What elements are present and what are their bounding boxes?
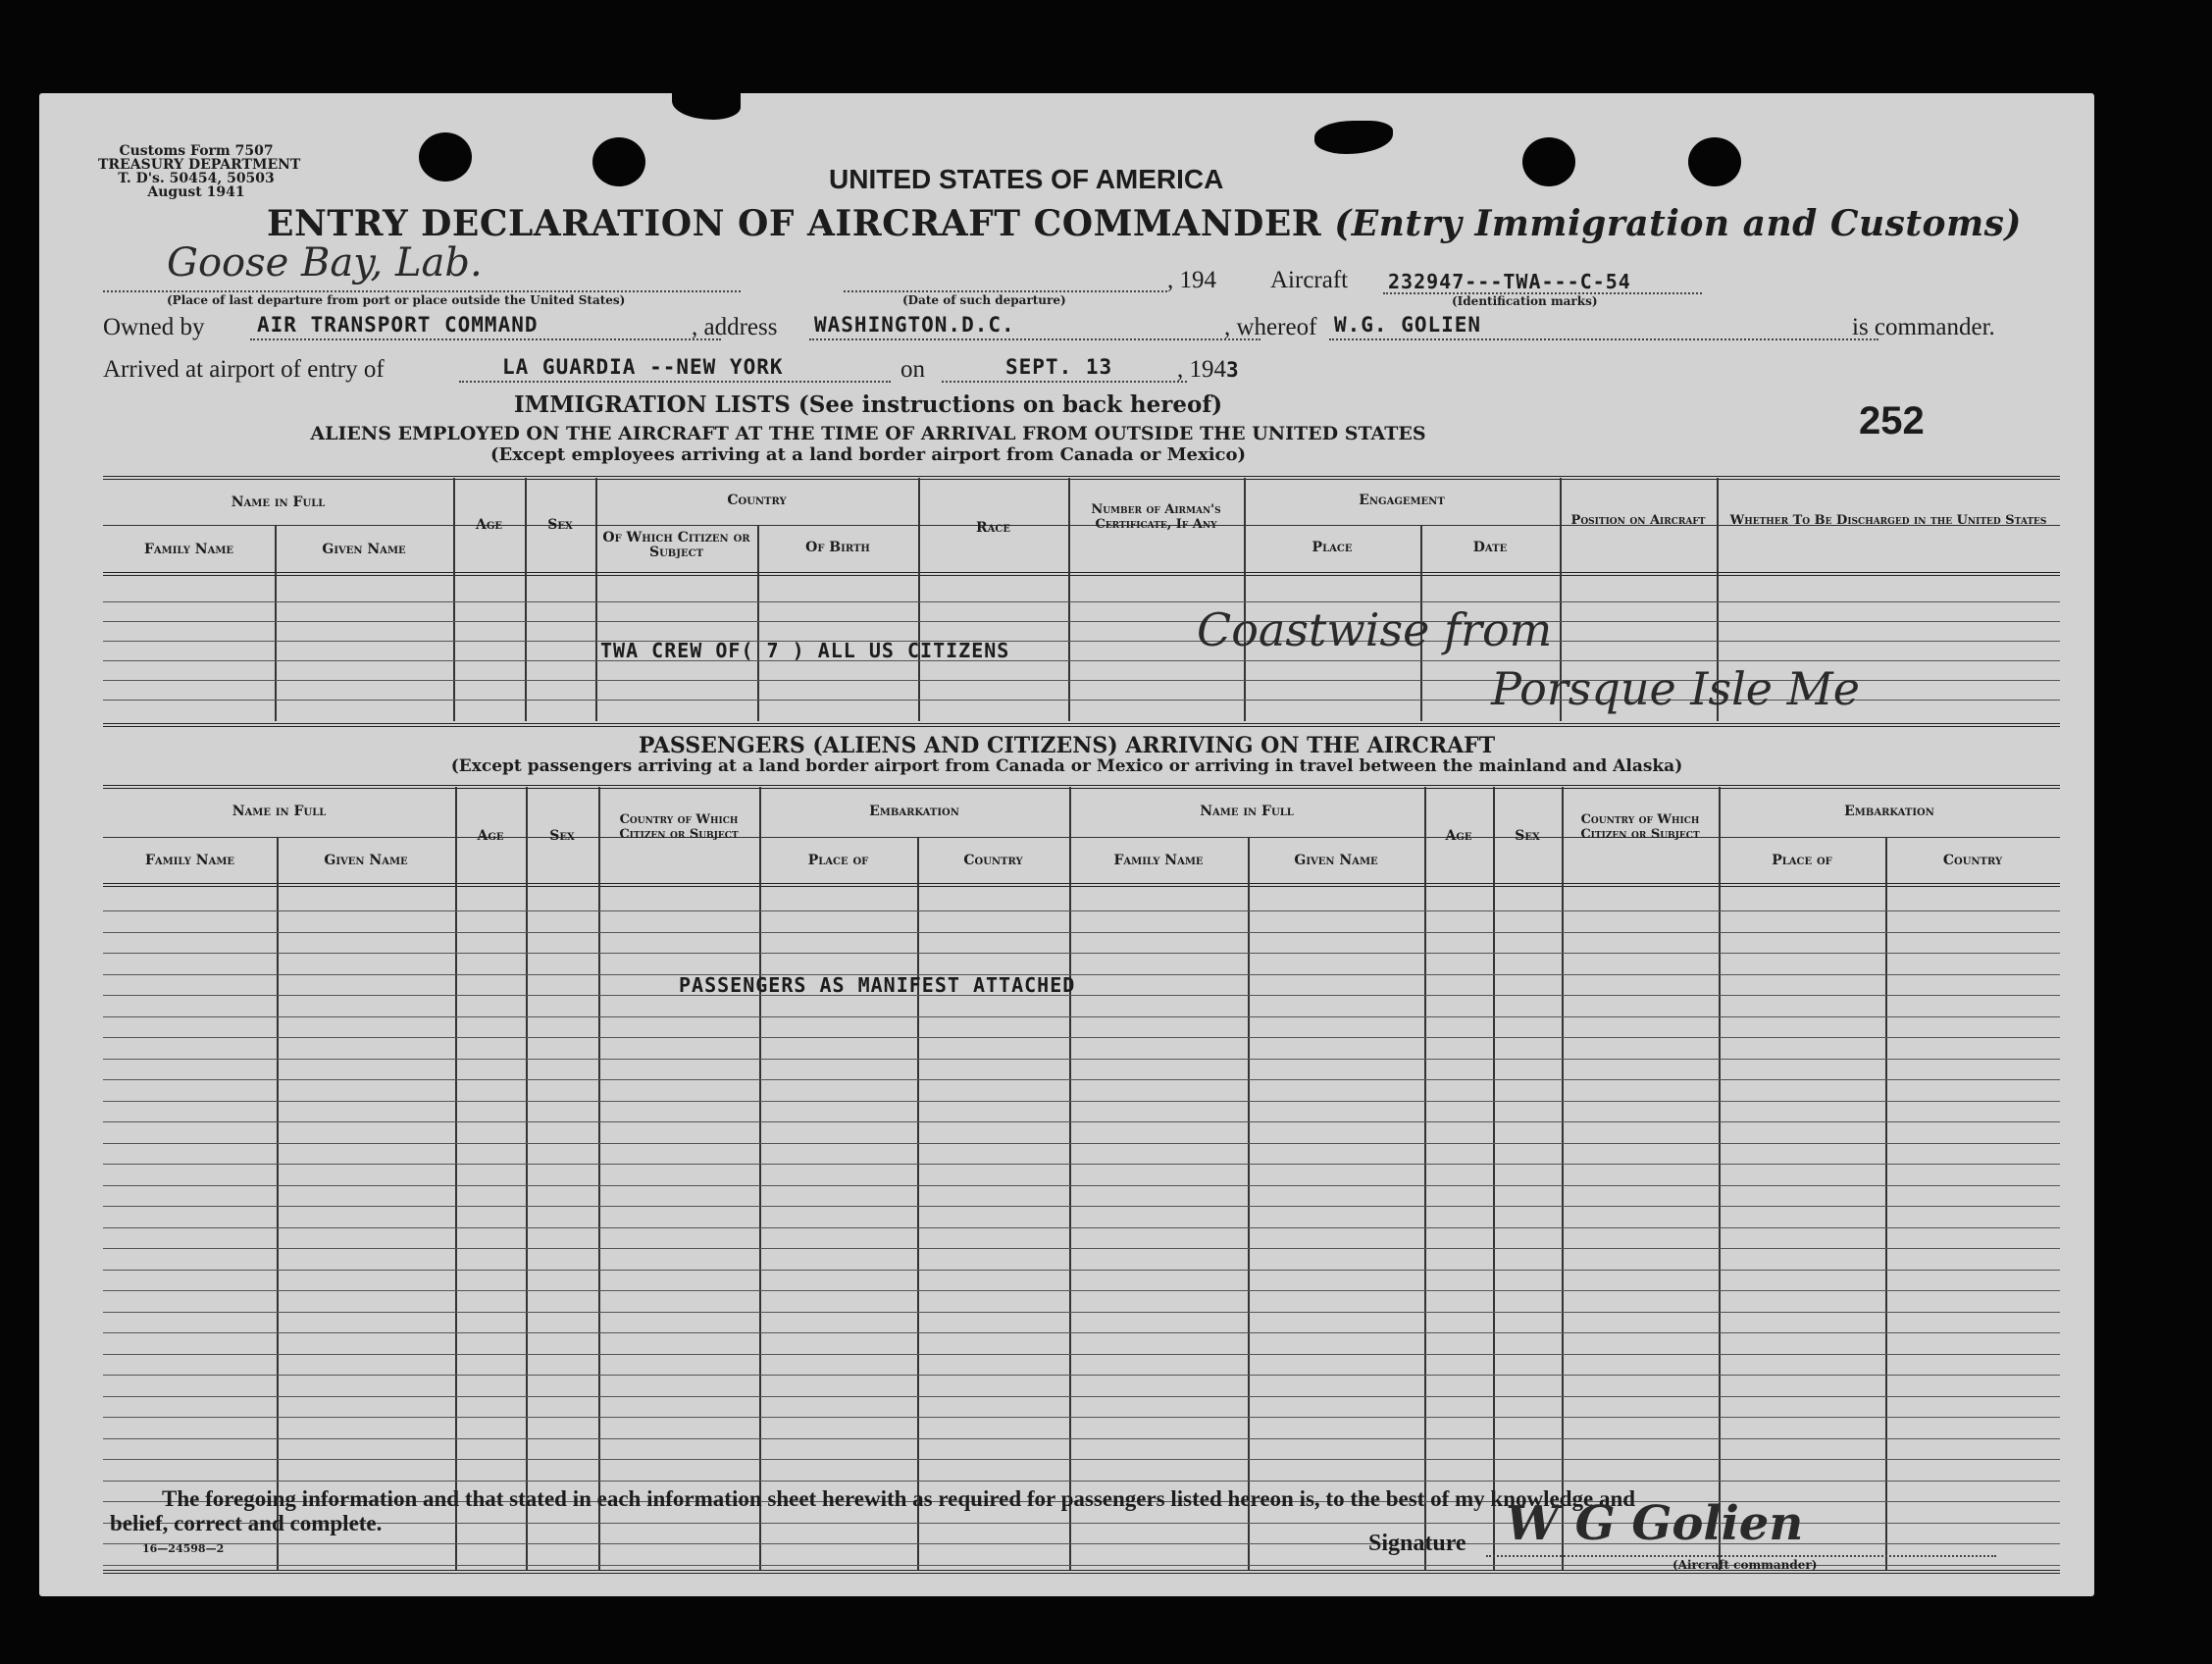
crew-row-rule <box>103 660 2060 661</box>
signature-caption: (Aircraft commander) <box>1672 1558 1818 1572</box>
arrival-year-prefix: , 194 <box>1177 356 1226 383</box>
certification-statement-line1: The foregoing information and that stated in each information sheet herewith as required for passengers listed hereon is, to the best of my knowledge and <box>162 1486 1636 1511</box>
crew-col-divider <box>918 478 920 721</box>
crew-col-divider <box>595 478 597 721</box>
passengers-title: PASSENGERS (ALIENS AND CITIZENS) ARRIVING ON THE AIRCRAFT <box>638 733 1496 758</box>
crew-header-name-in-full: Name in Full <box>231 494 326 510</box>
crew-header-citizen-of: Of Which Citizen or Subject <box>602 530 750 560</box>
passenger-header-given-name: Given Name <box>324 853 408 868</box>
departure-date-caption: (Date of such departure) <box>902 293 1066 307</box>
passenger-row-rule <box>103 1354 2060 1355</box>
passenger-header-country-citizen-2: Country of Which Citizen or Subject <box>1580 812 1700 842</box>
crew-col-divider <box>1244 478 1246 721</box>
passenger-row-rule <box>103 1037 2060 1038</box>
treasury-decisions: T. D's. 50454, 50503 <box>118 171 275 186</box>
immigration-title: IMMIGRATION LISTS (See instructions on back hereof) <box>513 391 1223 418</box>
stamp-number: 252 <box>1859 399 1925 442</box>
passenger-row-rule <box>103 1206 2060 1207</box>
owned-by-label: Owned by <box>103 314 205 340</box>
passenger-row-rule <box>103 1459 2060 1460</box>
passenger-header-family-name: Family Name <box>144 853 235 868</box>
passenger-subheader-divider <box>103 837 2060 838</box>
crew-col-divider <box>453 478 455 721</box>
crew-header-discharged: Whether To Be Discharged in the United States <box>1729 513 2047 528</box>
departure-place-handwritten: Goose Bay, Lab. <box>167 240 483 286</box>
address-line <box>809 338 1260 340</box>
whereof-label: , whereof <box>1224 314 1317 340</box>
crew-col-divider <box>525 478 527 721</box>
certification-statement-line2: belief, correct and complete. <box>110 1511 383 1535</box>
arrival-label: Arrived at airport of entry of <box>103 356 385 383</box>
passenger-row-rule <box>103 1185 2060 1186</box>
address-value: WASHINGTON.D.C. <box>814 313 1015 337</box>
department-name: TREASURY DEPARTMENT <box>98 157 301 173</box>
passengers-note: (Except passengers arriving at a land border airport from Canada or Mexico or arriving in travel between the mainland and Alaska) <box>450 756 1683 776</box>
passenger-header-country: Country <box>963 853 1023 868</box>
passenger-header-age: Age <box>477 828 504 844</box>
crew-header-position: Position on Aircraft <box>1570 513 1706 528</box>
address-label: , address <box>692 314 778 340</box>
passenger-table-top-border <box>103 785 2060 789</box>
commander-value: W.G. GOLIEN <box>1334 313 1482 337</box>
passenger-header-age-2: Age <box>1445 828 1472 844</box>
passenger-row-rule <box>103 1375 2060 1376</box>
arrival-date-line <box>942 381 1187 383</box>
commander-line <box>1329 338 1878 340</box>
crew-typed-entry: TWA CREW OF( 7 ) ALL US CITIZENS <box>600 639 1010 662</box>
form-date: August 1941 <box>147 184 245 200</box>
passenger-row-rule <box>103 910 2060 911</box>
immigration-note: (Except employees arriving at a land border airport from Canada or Mexico) <box>489 444 1247 465</box>
passenger-row-rule <box>103 1481 2060 1482</box>
passenger-row-rule <box>103 1270 2060 1271</box>
passenger-header-embarkation-2: Embarkation <box>1844 804 1934 819</box>
passenger-header-bottom-border <box>103 883 2060 887</box>
passenger-row-rule <box>103 1312 2060 1313</box>
crew-header-airman-certificate: Number of Airman's Certificate, If Any <box>1091 502 1221 532</box>
passenger-row-rule <box>103 1101 2060 1102</box>
departure-place-line <box>103 290 741 292</box>
passenger-header-embarkation: Embarkation <box>869 804 959 819</box>
passenger-header-family-name-2: Family Name <box>1113 853 1204 868</box>
punch-hole <box>1522 137 1575 186</box>
passenger-row-rule <box>103 1227 2060 1228</box>
crew-header-family-name: Family Name <box>143 542 234 557</box>
passenger-row-rule <box>103 1417 2060 1418</box>
arrival-year-label <box>1177 356 1240 384</box>
passenger-col-divider <box>759 787 761 1570</box>
passenger-col-divider <box>598 787 600 1570</box>
passenger-row-rule <box>103 1248 2060 1249</box>
crew-row-rule <box>103 601 2060 602</box>
crew-header-engagement-date: Date <box>1472 540 1508 555</box>
immigration-subtitle: ALIENS EMPLOYED ON THE AIRCRAFT AT THE TIME OF ARRIVAL FROM OUTSIDE THE UNITED STATES <box>310 423 1426 444</box>
passenger-row-rule <box>103 1164 2060 1165</box>
passenger-typed-entry: PASSENGERS AS MANIFEST ATTACHED <box>679 973 1076 997</box>
form-sheet <box>39 93 2094 1596</box>
crew-table-top-border <box>103 476 2060 480</box>
form-number: Customs Form 7507 <box>119 143 274 159</box>
aircraft-caption: (Identification marks) <box>1452 294 1598 308</box>
form-title <box>267 203 2022 244</box>
crew-header-engagement-place: Place <box>1312 540 1353 555</box>
commander-suffix: is commander. <box>1852 314 1995 340</box>
commander-signature: W G Golien <box>1506 1496 1804 1551</box>
passenger-row-rule <box>103 1438 2060 1439</box>
arrival-date-value: SEPT. 13 <box>1005 355 1113 379</box>
passenger-col-divider <box>526 787 528 1570</box>
crew-handwritten-note-line2: Porsque Isle Me <box>1491 662 1860 715</box>
passenger-header-country-citizen: Country of Which Citizen or Subject <box>619 812 739 842</box>
form-title-main: ENTRY DECLARATION OF AIRCRAFT COMMANDER <box>267 203 1322 244</box>
passenger-row-rule <box>103 1143 2060 1144</box>
paper-tear <box>1314 121 1393 154</box>
departure-date-line <box>844 290 1167 292</box>
passenger-header-name-in-full: Name in Full <box>231 804 327 819</box>
crew-handwritten-note-line1: Coastwise from <box>1197 603 1553 656</box>
passenger-header-sex-2: Sex <box>1515 828 1540 844</box>
signature-line <box>1486 1555 1996 1557</box>
passenger-row-rule <box>103 953 2060 954</box>
aircraft-label: Aircraft <box>1270 267 1349 293</box>
crew-header-of-birth: Of Birth <box>805 540 870 555</box>
passenger-row-rule <box>103 1290 2060 1291</box>
passenger-col-divider <box>1069 787 1071 1570</box>
passenger-col-divider <box>1562 787 1564 1570</box>
arrival-airport-line <box>459 381 891 383</box>
punch-hole <box>1688 137 1741 186</box>
passenger-col-divider <box>1424 787 1426 1570</box>
passenger-col-divider <box>1493 787 1495 1570</box>
passenger-row-rule <box>103 1332 2060 1333</box>
punch-hole <box>419 132 472 182</box>
passenger-row-rule <box>103 974 2060 975</box>
owned-by-value: AIR TRANSPORT COMMAND <box>257 313 539 337</box>
crew-header-given-name: Given Name <box>322 542 406 557</box>
departure-year-label: , 194 <box>1167 267 1216 293</box>
arrival-year-suffix: 3 <box>1226 358 1240 382</box>
passenger-row-rule <box>103 1121 2060 1122</box>
print-code: 16—24598—2 <box>142 1542 225 1555</box>
paper-tear <box>672 88 741 120</box>
arrival-airport-value: LA GUARDIA --NEW YORK <box>502 355 784 379</box>
form-id-block <box>98 143 301 200</box>
passenger-header-country-2: Country <box>1942 853 2003 868</box>
passenger-header-sex: Sex <box>549 828 575 844</box>
passenger-row-rule <box>103 1079 2060 1080</box>
passenger-row-rule <box>103 1396 2060 1397</box>
departure-place-caption: (Place of last departure from port or place outside the United States) <box>167 293 626 307</box>
form-title-subtitle: (Entry Immigration and Customs) <box>1334 203 2022 244</box>
crew-header-country: Country <box>727 493 787 508</box>
crew-header-engagement: Engagement <box>1359 493 1445 508</box>
passenger-row-rule <box>103 1016 2060 1017</box>
crew-header-age: Age <box>475 517 503 533</box>
signature-label: Signature <box>1368 1531 1466 1556</box>
aircraft-value: 232947---TWA---C-54 <box>1388 270 1631 293</box>
passenger-header-place-of-2: Place of <box>1772 853 1832 868</box>
passenger-header-given-name-2: Given Name <box>1294 853 1378 868</box>
owned-by-line <box>250 338 721 340</box>
punch-hole <box>592 137 645 186</box>
passenger-section-top-border <box>103 723 2060 727</box>
crew-header-race: Race <box>976 520 1010 536</box>
crew-row-rule <box>103 621 2060 622</box>
crew-row-rule <box>103 641 2060 642</box>
country-title: UNITED STATES OF AMERICA <box>829 164 1224 194</box>
arrival-on-label: on <box>900 356 925 383</box>
passenger-col-divider <box>455 787 457 1570</box>
passenger-row-rule <box>103 995 2060 996</box>
passenger-header-place-of: Place of <box>807 853 869 868</box>
passenger-col-divider <box>1719 787 1721 1570</box>
passenger-row-rule <box>103 932 2060 933</box>
passenger-row-rule <box>103 1059 2060 1060</box>
crew-header-sex: Sex <box>547 517 573 533</box>
passenger-header-name-in-full-2: Name in Full <box>1200 804 1294 819</box>
crew-header-bottom-border <box>103 572 2060 576</box>
